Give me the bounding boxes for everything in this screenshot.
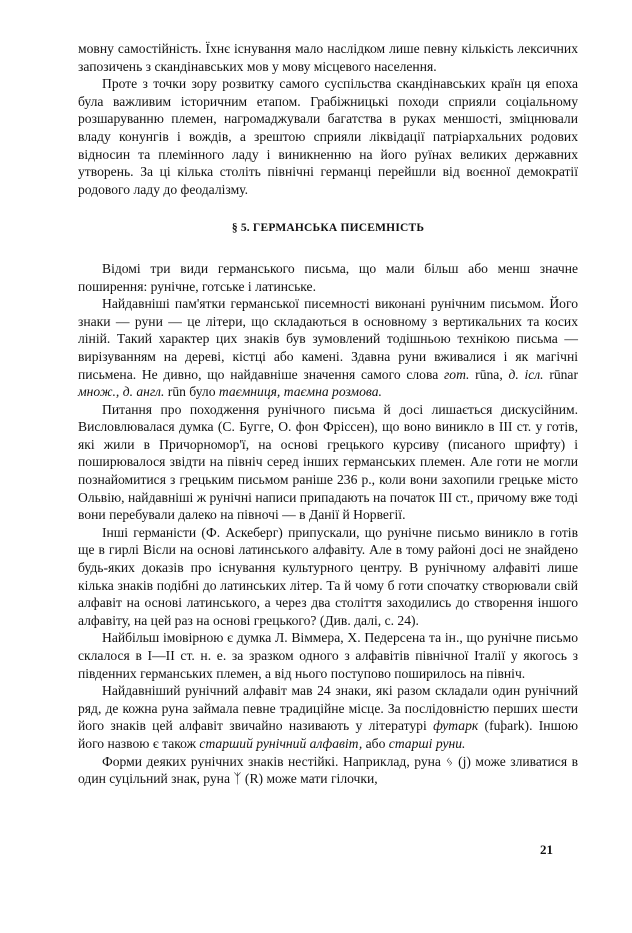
runes-meaning: таємниця, таємна розмова.	[218, 384, 382, 400]
paragraph-intro: Відомі три види германського письма, що мали більш або менш значне поширення: рунічне, готське і латинське.	[78, 260, 578, 294]
paragraph-runes	[78, 295, 578, 401]
elder-runes-term: старші руни.	[388, 735, 466, 751]
page-number: 21	[540, 842, 553, 857]
runes-abbr-old-icelandic: д. ісл.	[508, 366, 544, 382]
runes-text-2: rūna,	[469, 366, 509, 382]
paragraph-1: мовну самостійність. Їхнє існування мало наслідком лише певну кількість лексичних запозичень з скандінавських мов у мову місцевого населення.	[78, 41, 578, 74]
runes-abbr-goth: гот.	[443, 366, 470, 382]
runes-text-4: rūn було	[164, 384, 219, 400]
futhark-text-1: Найдавніший рунічний алфавіт мав 24 знаки, які разом складали один рунічний ряд, де кожна руна займала певне традиційне місце. За послідовністю перших шести його знаків цей алфавіт звичайно називають у літературі	[78, 683, 578, 734]
paragraph-futhark	[78, 682, 578, 752]
paragraph-latin-theory: Інші германісти (Ф. Аскеберг) припускали, що рунічне письмо виникло в готів ще в гирлі Вісли на основі латинського алфавіту. Але в тому районі досі не знайдено будь-яких доказів про існування культурного центру. В рунічному алфавіті лише кілька знаків подібні до латинських літер. Та й чому б готи спочатку створювали свій алфавіт на основі латинського, а через два століття заходились до створення іншого алфавіту, на цей раз на основі грецького? (Див. далі, с. 24).	[78, 524, 578, 628]
paragraph-italic-theory: Найбільш імовірною є думка Л. Віммера, Х. Педерсена та ін., що рунічне письмо склалося в I—II ст. н. е. за зразком одного з алфавітів північної Італії у якогось з південних германських племен, а від нього поступово поширилось на північ.	[78, 630, 578, 681]
futhark-text-3: або	[362, 735, 389, 751]
runes-abbr-plural-old-english: множ., д. англ.	[78, 384, 165, 400]
paragraph-origin: Питання про походження рунічного письма й досі лишається дискусійним. Висловлювалася думка (С. Бугге, О. фон Фріссен), що воно виникло в III ст. у готів, які жили в Причорномор'ї, на основі грецького курсиву (писаного шрифту) і поширювалося звідти на північ серед інших германських племен. Але готи не могли познайомитися з грецьким письмом раніше 236 р., коли вони захопили грецьке місто Ольвію, найдавніші ж рунічні написи припадають на початок III ст., причому вже тоді вони перебували далеко на півночі — в Данії й Норвегії.	[78, 401, 578, 523]
runes-text-1: Найдавніші пам'ятки германської писемності виконані рунічним письмом. Його знаки — руни — це літери, що складаються в основному з вертикальних та косих ліній. Такий характер цих знаків був зумовлений тодішньою технікою письма — вирізуванням на дереві, кістці або камені. Здавна руни вживалися і як магічні письмена. Не дивно, що найдавніше значення самого слова	[78, 296, 578, 382]
runes-text-3: rūnar	[543, 366, 578, 382]
futhark-term: футарк	[433, 718, 479, 734]
paragraph-2: Проте з точки зору розвитку самого суспільства скандінавських країн ця епоха була важливим історичним етапом. Грабіжницькі походи сприяли соціальному розшаруванню племен, нагромаджували багатства в руках меншості, зміцнювали владу конунгів і вождів, а зрештою сприяли ліквідації патріархальних родових відносин та племінного ладу і виникненню на його руїнах великих державних утворень. За ці кілька століть північні германці перейшли від воєнної демократії родового ладу до феодалізму.	[78, 76, 578, 197]
section-heading: § 5. ГЕРМАНСЬКА ПИСЕМНІСТЬ	[231, 222, 425, 235]
elder-futhark-term: старший рунічний алфавіт,	[199, 735, 363, 751]
paragraph-rune-forms: Форми деяких рунічних знаків нестійкі. Наприклад, руна ᛃ (j) може зливатися в один суцільний знак, руна ᛉ (R) може мати гілочки,	[78, 753, 578, 787]
futhark-text-2: (fuþark). Іншою його назвою є також	[78, 718, 578, 751]
document-page	[78, 40, 578, 788]
